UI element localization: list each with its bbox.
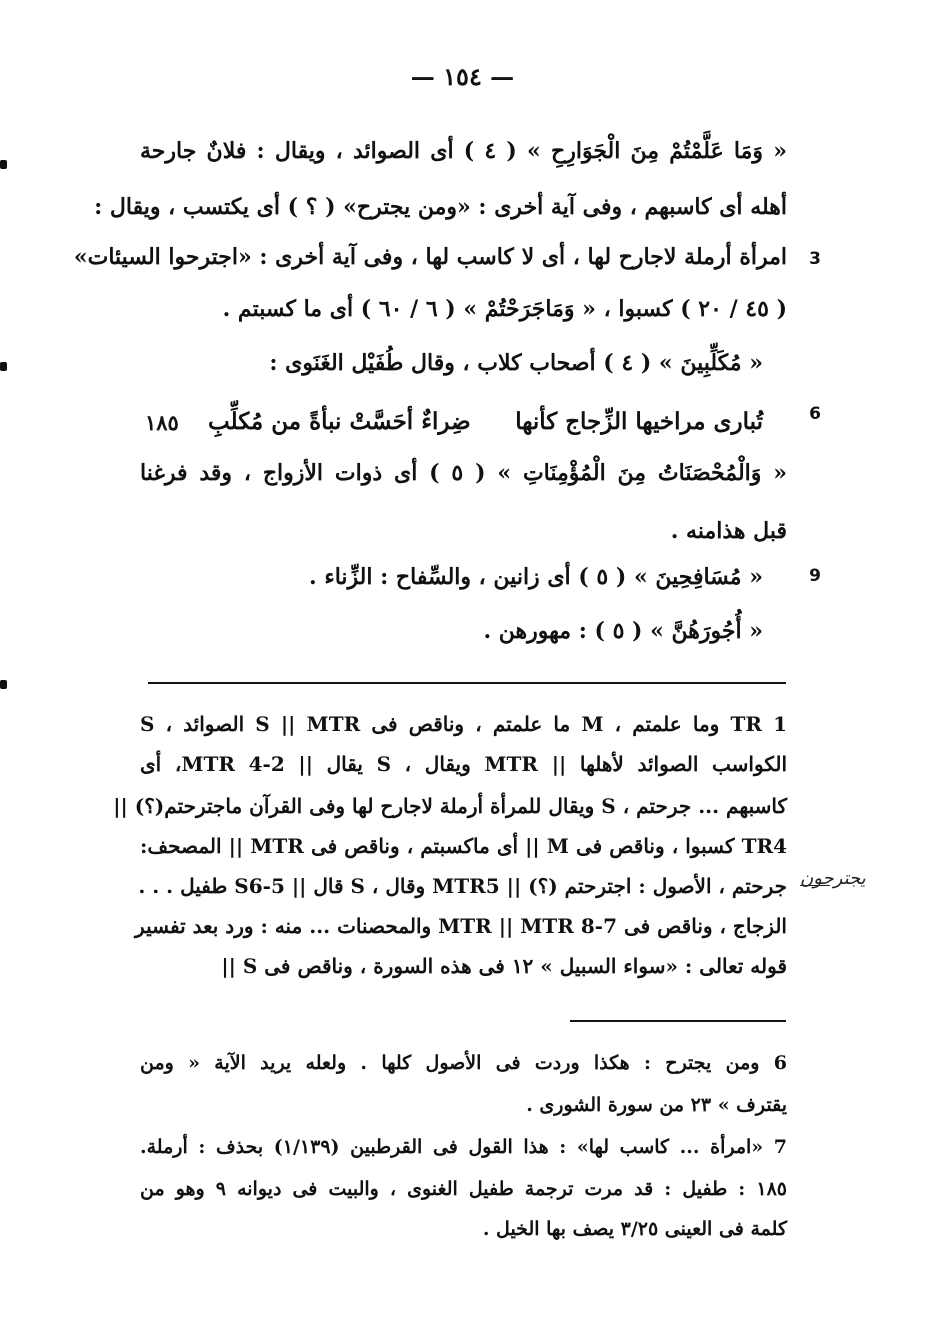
note-line: كلمة فى العينى ٣/٢٥ يصف بها الخيل . — [482, 1218, 787, 1240]
apparatus-line: TR 1 وما علمتم ، M ما علمتم ، وناقص فى S || MTR الصوائد ، S — [140, 712, 788, 736]
apparatus-line: جرحتم ، الأصول : اجترحتم (؟) || MTR5 وقال ، S قال || S6-5 طفيل . . . — [138, 874, 787, 898]
main-text-line: امرأة أرملة لاجارح لها ، أى لا كاسب لها ، وفى آية أخرى : «اجترحوا السيئات» — [73, 244, 787, 270]
main-text-line: « أُجُورَهُنَّ » ( ٥ ) : مهورهن . — [483, 618, 763, 644]
apparatus-line: كاسبهم ... جرحتم ، S ويقال للمرأة أرملة لاجارح لها وفى القرآن ماجترحتم(؟) || — [113, 794, 787, 818]
scan-edge-mark — [0, 680, 7, 689]
scan-edge-mark — [0, 362, 7, 371]
handwritten-margin-note: يجترحون — [800, 868, 866, 889]
margin-note-dash — [800, 885, 830, 886]
apparatus-line: TR4 كسبوا ، وناقص فى M || أى ماكسبتم ، وناقص فى MTR || المصحف: — [140, 834, 788, 858]
main-text-line: « وَالْمُحْصَنَاتُ مِنَ الْمُؤْمِنَاتِ » ( ٥ ) أى ذوات الأزواج ، وقد فرغنا — [140, 460, 787, 486]
page-number: — ١٥٤ — — [410, 62, 515, 91]
apparatus-line: قوله تعالى : «سواء السبيل » ١٢ فى هذه السورة ، وناقص فى S || — [221, 954, 787, 978]
note-line: ١٨٥ : طفيل : قد مرت ترجمة طفيل الغنوى ، والبيت فى ديوانه ٩ وهو من — [140, 1178, 787, 1200]
note-line: 6 ومن يجترح : هكذا وردت فى الأصول كلها . ولعله يريد الآية « ومن — [140, 1052, 787, 1074]
note-line: يقترف » ٢٣ من سورة الشورى . — [526, 1094, 787, 1116]
verse-hemistich-first: تُبارى مراخيها الزِّجاج كأنها — [515, 408, 763, 435]
line-number: 9 — [809, 566, 821, 586]
main-text-line: « مُكَلِّبِينَ » ( ٤ ) أصحاب كلاب ، وقال طُفَيْل الغَنَوى : — [269, 350, 763, 376]
line-number: 6 — [809, 404, 821, 424]
line-number: 3 — [809, 249, 821, 269]
apparatus-divider — [148, 682, 786, 684]
note-line: 7 «امرأة ... كاسب لها» : هذا القول فى القرطبين (١/١٣٩) بحذف : أرملة. — [140, 1136, 788, 1158]
verse-hemistich-second: ضِراءٌ أحَسَّتْ نبأةً من مُكلِّبِ — [208, 408, 471, 435]
main-text-line: « مُسَافِحِينَ » ( ٥ ) أى زانين ، والسِّفاح : الزِّناء . — [309, 564, 763, 590]
notes-divider — [570, 1020, 786, 1022]
main-text-line: ( ٤٥ / ٢٠ ) كسبوا ، « وَمَاجَرَحْتُمْ » ( ٦ / ٦٠ ) أى ما كسبتم . — [222, 296, 787, 322]
main-text-line: « وَمَا عَلَّمْتُمْ مِنَ الْجَوَارِحِ » ( ٤ ) أى الصوائد ، ويقال : فلانٌ جارحة — [140, 138, 787, 164]
apparatus-line: الزجاج ، وناقص فى MTR || MTR 8-7 والمحصنات ... منه : ورد بعد تفسير — [135, 914, 787, 938]
verse-number: ١٨٥ — [145, 410, 179, 435]
apparatus-line: الكواسب الصوائد لأهلها || MTR ويقال ، S يقال || MTR 4-2، أى — [140, 752, 788, 776]
main-text-line: قبل هذامنه . — [670, 518, 787, 544]
main-text-line: أهله أى كاسبهم ، وفى آية أخرى : «ومن يجترح» ( ؟ ) أى يكتسب ، ويقال : — [94, 194, 787, 220]
scan-edge-mark — [0, 160, 7, 169]
